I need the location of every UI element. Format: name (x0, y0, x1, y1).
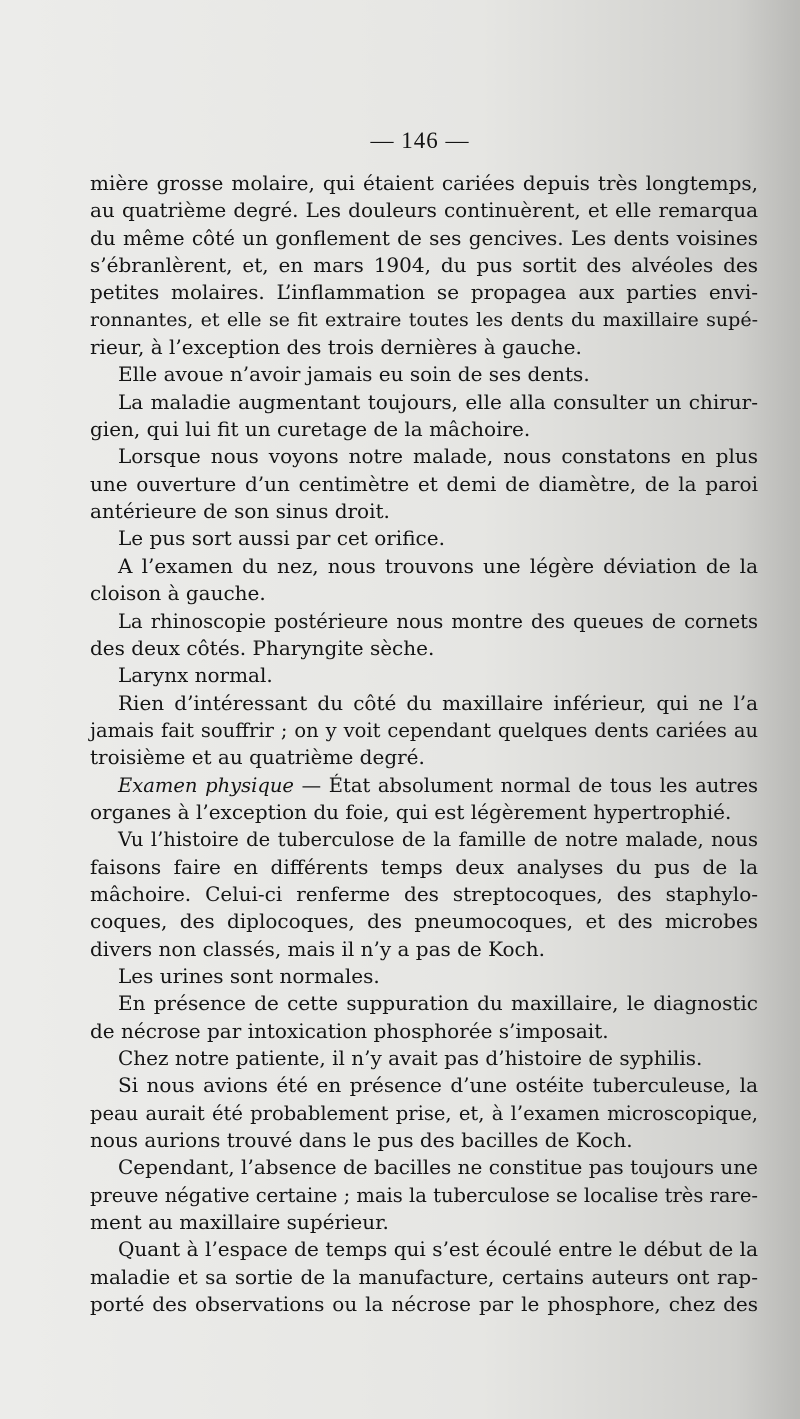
line-text: mière grosse molaire, qui étaient cariées depuis très longtemps, (90, 171, 758, 195)
line-text: Cependant, l’absence de bacilles ne constitue pas toujours une (118, 1155, 758, 1180)
line-text: petites molaires. L’inflammation se propagea aux parties envi- (90, 280, 758, 305)
line-text: porté des observations ou la nécrose par le phosphore, chez des (90, 1292, 758, 1317)
line-text: au quatrième degré. Les douleurs continuèrent, et elle remarqua (90, 198, 758, 223)
line-text: de nécrose par intoxication phosphorée s’imposait. (90, 1018, 609, 1043)
line-text: cloison à gauche. (90, 581, 266, 606)
text-line (90, 826, 758, 853)
text-line (90, 225, 758, 252)
text-line (90, 197, 758, 224)
line-text: divers non classés, mais il n’y a pas de Koch. (90, 936, 545, 961)
line-text: nous aurions trouvé dans le pus des bacilles de Koch. (90, 1128, 633, 1153)
line-text: A l’examen du nez, nous trouvons une légère déviation de la (118, 553, 758, 578)
text-line (90, 279, 758, 306)
line-text: peau aurait été probablement prise, et, à l’examen microscopique, (90, 1101, 758, 1125)
text-line (90, 1072, 758, 1099)
text-line (90, 580, 758, 607)
text-line (90, 1182, 758, 1209)
text-line (90, 1209, 758, 1236)
text-line (90, 717, 758, 744)
line-text: Le pus sort aussi par cet orifice. (118, 526, 445, 551)
text-line (90, 662, 758, 689)
text-line (90, 525, 758, 552)
line-text: des deux côtés. Pharyngite sèche. (90, 635, 435, 660)
line-text: Quant à l’espace de temps qui s’est écoulé entre le début de la (118, 1237, 758, 1262)
line-text: mâchoire. Celui-ci renferme des streptocoques, des staphylo- (90, 881, 758, 906)
line-text: s’ébranlèrent, et, en mars 1904, du pus sortit des alvéoles des (90, 253, 758, 278)
text-line (90, 307, 758, 334)
line-text: ronnantes, et elle se fit extraire toutes les dents du maxillaire supé- (90, 308, 758, 331)
text-line (90, 553, 758, 580)
text-line (90, 936, 758, 963)
text-line (90, 1045, 758, 1072)
line-text: Rien d’intéressant du côté du maxillaire inférieur, qui ne l’a (118, 690, 758, 715)
line-text: Vu l’histoire de tuberculose de la famille de notre malade, nous (118, 828, 758, 852)
line-text: maladie et sa sortie de la manufacture, certains auteurs ont rap- (90, 1264, 758, 1289)
line-text: coques, des diplocoques, des pneumocoques, et des microbes (90, 909, 758, 934)
text-line (90, 963, 758, 990)
text-line (90, 1018, 758, 1045)
text-line (90, 334, 758, 361)
line-text: En présence de cette suppuration du maxillaire, le diagnostic (118, 991, 758, 1016)
text-line (90, 881, 758, 908)
line-text: une ouverture d’un centimètre et demi de diamètre, de la paroi (90, 471, 758, 496)
text-line (90, 252, 758, 279)
italic-heading: Examen physique (118, 773, 294, 797)
line-text: du même côté un gonflement de ses gencives. Les dents voisines (90, 225, 758, 250)
text-line (90, 361, 758, 388)
line-text: faisons faire en différents temps deux analyses du pus de la (90, 854, 758, 879)
line-text: Les urines sont normales. (118, 963, 380, 988)
line-text: troisième et au quatrième degré. (90, 745, 425, 770)
line-text: Si nous avions été en présence d’une ostéite tuberculeuse, la (118, 1073, 758, 1098)
line-text: ment au maxillaire supérieur. (90, 1210, 389, 1235)
text-line (90, 1127, 758, 1154)
line-text: Larynx normal. (118, 663, 273, 688)
text-line (90, 1236, 758, 1263)
line-text: antérieure de son sinus droit. (90, 499, 390, 524)
text-line (90, 1100, 758, 1127)
text-line (90, 498, 758, 525)
line-text: Chez notre patiente, il n’y avait pas d’histoire de syphilis. (118, 1046, 703, 1070)
line-text: jamais fait souffrir ; on y voit cependant quelques dents cariées au (90, 718, 758, 742)
text-line (90, 690, 758, 717)
text-line (90, 854, 758, 881)
text-line (90, 416, 758, 443)
line-text: Lorsque nous voyons notre malade, nous constatons en plus (118, 444, 758, 469)
text-line (90, 389, 758, 416)
line-text: La maladie augmentant toujours, elle alla consulter un chirur- (118, 389, 758, 414)
line-text: preuve négative certaine ; mais la tuberculose se localise très rare- (90, 1183, 758, 1207)
text-line (90, 1291, 758, 1318)
text-line (90, 744, 758, 771)
text-line (90, 443, 758, 470)
line-text: gien, qui lui fit un curetage de la mâchoire. (90, 417, 531, 442)
text-line (90, 1264, 758, 1291)
text-line (90, 799, 758, 826)
line-text: Elle avoue n’avoir jamais eu soin de ses dents. (118, 362, 590, 387)
text-line (90, 471, 758, 498)
line-text: rieur, à l’exception des trois dernières à gauche. (90, 335, 582, 360)
line-text: organes à l’exception du foie, qui est légèrement hypertrophié. (90, 799, 732, 824)
body-text (90, 170, 758, 1318)
page-number: — 146 — (370, 128, 470, 153)
line-text: La rhinoscopie postérieure nous montre des queues de cornets (118, 609, 758, 633)
text-line (90, 908, 758, 935)
text-line (90, 635, 758, 662)
text-line (90, 990, 758, 1017)
line-text: — État absolument normal de tous les autres (293, 773, 758, 797)
text-line (90, 608, 758, 635)
text-line (90, 772, 758, 799)
text-line (90, 170, 758, 197)
text-line (90, 1154, 758, 1181)
